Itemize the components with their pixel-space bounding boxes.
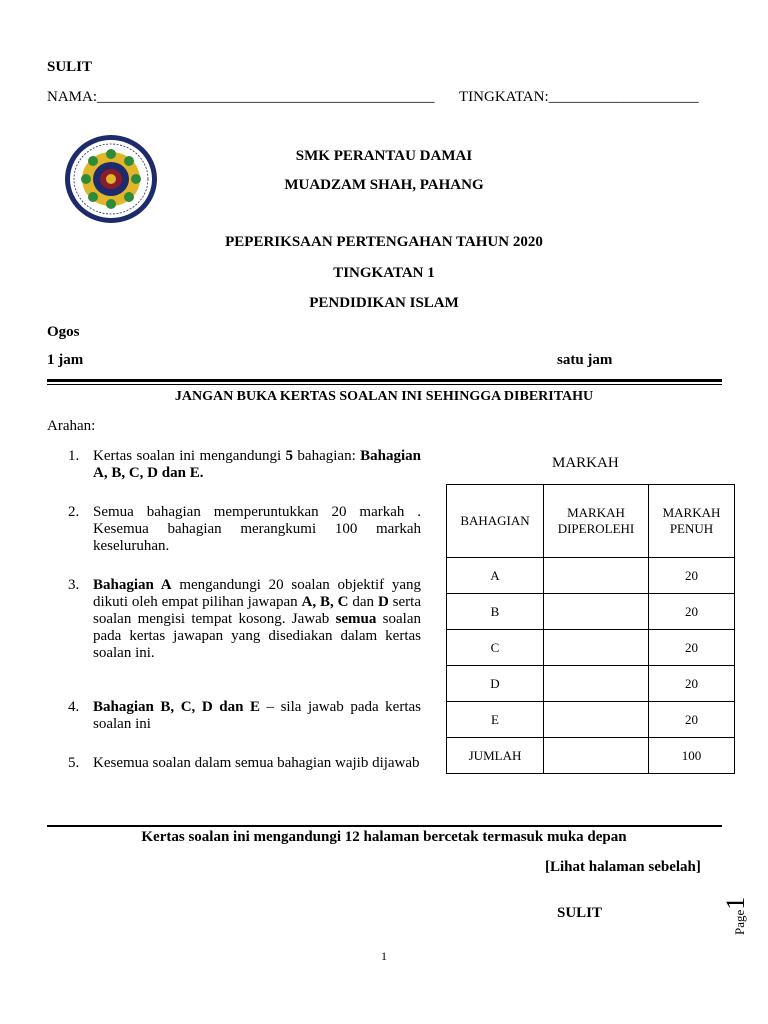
page-side-number: 1 [721,896,750,910]
penuh-cell: 20 [649,702,735,738]
bahagian-cell: B [447,594,544,630]
school-name: SMK PERANTAU DAMAI [295,148,473,164]
exam-title: PEPERIKSAAN PERTENGAHAN TAHUN 2020 [225,234,543,250]
table-row [447,702,735,738]
diperolehi-cell [544,558,649,594]
footer-rule [47,825,722,827]
penuh-cell: 20 [649,558,735,594]
bahagian-cell: JUMLAH [447,738,544,774]
diperolehi-cell [544,702,649,738]
sulit-top: SULIT [47,59,93,75]
markah-title: MARKAH [552,455,619,471]
instruction-text: Bahagian A mengandungi 20 soalan objektif yang dikuti oleh empat pilihan jawapan A, B, C dan D serta soalan mengisi tempat kosong. Jawab semua soalan pada kertas jawapan yang disediakan dalam kertas soalan ini. [93,577,421,661]
table-row [447,630,735,666]
penuh-cell: 20 [649,666,735,702]
page-side-marker [721,895,768,935]
instruction-number: 4. [68,699,80,715]
next-page-note: [Lihat halaman sebelah] [545,859,701,875]
instruction-number: 5. [68,755,80,771]
column-header: BAHAGIAN [447,485,544,558]
instruction-number: 3. [68,577,80,593]
page-side-label: Page [732,909,747,935]
bahagian-cell: D [447,666,544,702]
instruction-text: Bahagian B, C, D dan E – sila jawab pada kertas soalan ini [93,699,421,732]
exam-month: Ogos [47,324,80,340]
instruction-text: Semua bahagian memperuntukkan 20 markah . Kesemua bahagian merangkumi 100 markah keseluruhan. [93,504,421,554]
diperolehi-cell [544,666,649,702]
penuh-cell: 20 [649,630,735,666]
table-header-row [447,485,735,558]
column-header: MARKAH DIPEROLEHI [544,485,649,558]
header-rule-thick [47,379,722,382]
tingkatan-field-line: TINGKATAN:____________________ [459,89,699,105]
school-district: MUADZAM SHAH, PAHANG [284,177,484,193]
diperolehi-cell [544,630,649,666]
page-number: 1 [381,949,387,963]
warning-banner: JANGAN BUKA KERTAS SOALAN INI SEHINGGA DIBERITAHU [174,389,594,404]
instruction-text: Kertas soalan ini mengandungi 5 bahagian: Bahagian A, B, C, D dan E. [93,448,421,481]
table-row [447,558,735,594]
exam-form: TINGKATAN 1 [333,265,435,281]
table-row [447,666,735,702]
instruction-number: 2. [68,504,80,520]
exam-duration: 1 jam [47,352,84,368]
exam-duration-words: satu jam [557,352,613,368]
diperolehi-cell [544,594,649,630]
diperolehi-cell [544,738,649,774]
instructions-title: Arahan: [47,418,96,434]
instruction-item-2 [68,504,421,555]
penuh-cell: 100 [649,738,735,774]
table-row [447,594,735,630]
penuh-cell: 20 [649,594,735,630]
column-header: MARKAH PENUH [649,485,735,558]
instruction-number: 1. [68,448,80,464]
sulit-bottom: SULIT [557,905,603,921]
table-total-row [447,738,735,774]
instruction-item-4 [68,699,421,733]
instruction-item-5 [68,755,421,772]
instruction-item-1 [68,448,421,482]
markah-table [446,484,735,774]
exam-subject: PENDIDIKAN ISLAM [309,295,459,311]
header-rule-thin [47,384,722,385]
pages-note: Kertas soalan ini mengandungi 12 halaman bercetak termasuk muka depan [141,829,627,845]
bahagian-cell: A [447,558,544,594]
nama-field-line: NAMA:_____________________________________________ [47,89,435,105]
instruction-text: Kesemua soalan dalam semua bahagian wajib dijawab [93,755,420,771]
bahagian-cell: E [447,702,544,738]
instruction-item-3 [68,577,421,662]
bahagian-cell: C [447,630,544,666]
